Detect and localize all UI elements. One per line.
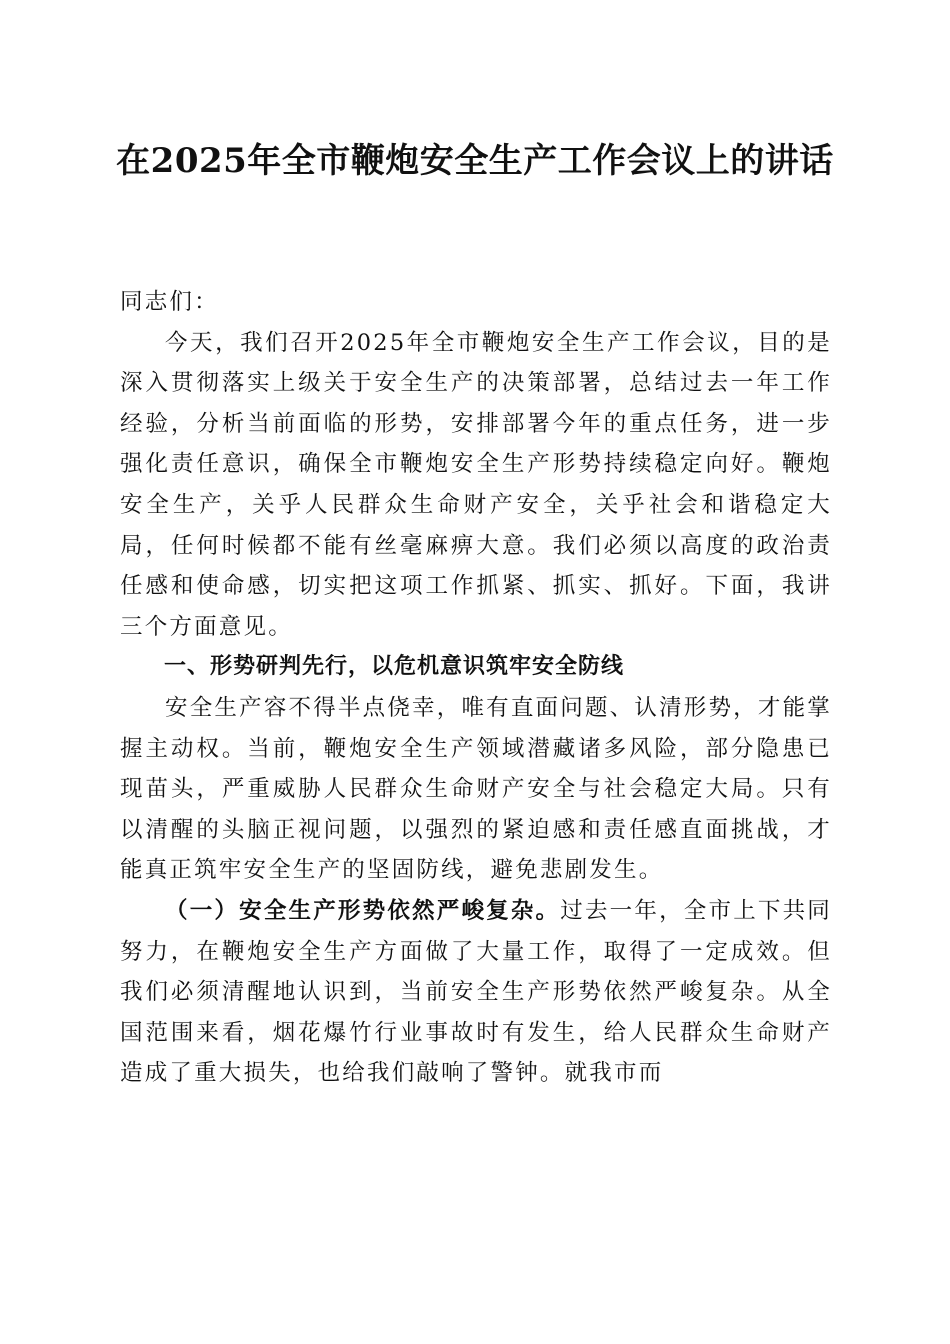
document-title: 在2025年全市鞭炮安全生产工作会议上的讲话: [116, 141, 834, 181]
subsection-1-label: （一）安全生产形势依然严峻复杂。: [165, 897, 561, 924]
section-heading-1: 一、形势研判先行，以危机意识筑牢安全防线: [164, 654, 625, 680]
intro-paragraph: 今天，我们召开2025年全市鞭炮安全生产工作会议，目的是深入贯彻落实上级关于安全生产的决策部署，总结过去一年工作经验，分析当前面临的形势，安排部署今年的重点任务，进一步强化责任意识，确保全市鞭炮安全生产形势持续稳定向好。鞭炮安全生产，关乎人民群众生命财产安全，关乎社会和谐稳定大局，任何时候都不能有丝毫麻痹大意。我们必须以高度的政治责任感和使命感，切实把这项工作抓紧、抓实、抓好。下面，我讲三个方面意见。: [120, 329, 832, 640]
subsection-1-text: 过去一年，全市上下共同努力，在鞭炮安全生产方面做了大量工作，取得了一定成效。但我们必须清醒地认识到，当前安全生产形势依然严峻复杂。从全国范围来看，烟花爆竹行业事故时有发生，给人民群众生命财产造成了重大损失，也给我们敲响了警钟。就我市而: [120, 897, 833, 1087]
document-body: [120, 282, 832, 1094]
salutation: 同志们：: [120, 289, 219, 315]
subsection-1-paragraph: [120, 891, 832, 1094]
section-1-paragraph: 安全生产容不得半点侥幸，唯有直面问题、认清形势，才能掌握主动权。当前，鞭炮安全生产领域潜藏诸多风险，部分隐患已现苗头，严重威胁人民群众生命财产安全与社会稳定大局。只有以清醒的头脑正视问题，以强烈的紧迫感和责任感直面挑战，才能真正筑牢安全生产的坚固防线，避免悲剧发生。: [120, 694, 832, 884]
